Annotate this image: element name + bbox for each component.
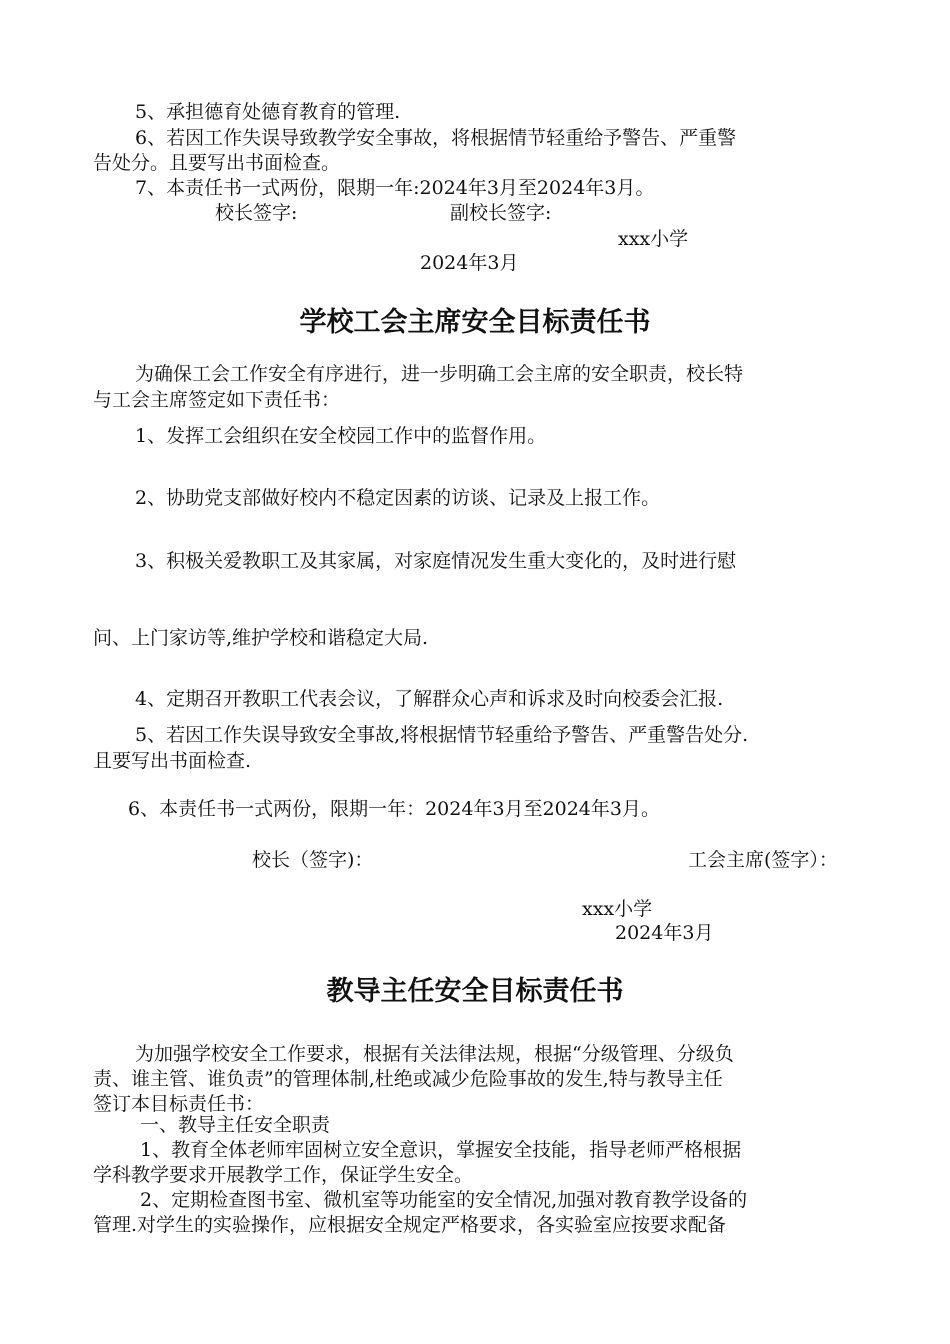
s2-item-4: 4、定期召开教职工代表会议，了解群众心声和诉求及时向校委会汇报. — [135, 688, 724, 710]
s2-item-1: 1、发挥工会组织在安全校园工作中的监督作用。 — [135, 425, 547, 447]
s3-item-1: 1、教育全体老师牢固树立安全意识，掌握安全技能，指导老师严格根据 — [140, 1139, 742, 1161]
s3-title: 教导主任安全目标责任书 — [326, 976, 624, 1007]
s2-item-6: 6、本责任书一式两份，限期一年：2024年3月至2024年3月。 — [128, 798, 660, 820]
s3-item-2-cont: 管理.对学生的实验操作，应根据安全规定严格要求，各实验室应按要求配备 — [93, 1214, 727, 1236]
s1-vice-principal-sign: 副校长签字: — [450, 202, 552, 224]
s3-intro-1: 为加强学校安全工作要求，根据有关法律法规，根据“分级管理、分级负 — [135, 1043, 734, 1065]
s2-date: 2024年3月 — [615, 922, 714, 944]
s3-intro-2: 责、谁主管、谁负责”的管理体制,杜绝或减少危险事故的发生,特与教导主任 — [93, 1068, 723, 1090]
s3-heading-1: 一、教导主任安全职责 — [140, 1114, 331, 1136]
s2-intro-2: 与工会主席签定如下责任书： — [93, 389, 341, 411]
s2-principal-sign: 校长（签字)： — [252, 849, 374, 871]
s2-item-2: 2、协助党支部做好校内不稳定因素的访谈、记录及上报工作。 — [135, 487, 661, 509]
s1-principal-sign: 校长签字: — [215, 202, 298, 224]
s2-item-3-cont: 问、上门家访等,维护学校和谐稳定大局. — [93, 627, 429, 649]
s2-intro-1: 为确保工会工作安全有序进行，进一步明确工会主席的安全职责，校长特 — [135, 363, 744, 385]
s2-school: xxx小学 — [582, 898, 653, 920]
s1-school: xxx小学 — [618, 228, 689, 250]
s1-item-5: 5、承担德育处德育教育的管理. — [135, 101, 401, 123]
s2-item-3: 3、积极关爱教职工及其家属，对家庭情况发生重大变化的，及时进行慰 — [135, 550, 737, 572]
s3-item-1-cont: 学科教学要求开展教学工作，保证学生安全。 — [93, 1164, 474, 1186]
s1-item-6: 6、若因工作失误导致教学安全事故，将根据情节轻重给予警告、严重警 — [135, 127, 737, 149]
s2-title: 学校工会主席安全目标责任书 — [299, 307, 651, 338]
s1-item-6-cont: 告处分。且要写出书面检查。 — [93, 152, 341, 174]
s2-union-sign: 工会主席(签字）： — [688, 849, 838, 871]
s2-item-5-cont: 且要写出书面检查. — [93, 750, 252, 772]
s1-date: 2024年3月 — [420, 252, 519, 274]
s3-intro-3: 签订本目标责任书： — [93, 1093, 265, 1115]
s3-item-2: 2、定期检查图书室、微机室等功能室的安全情况,加强对教育教学设备的 — [140, 1189, 748, 1211]
s1-item-7: 7、本责任书一式两份，限期一年:2024年3月至2024年3月。 — [135, 177, 655, 199]
s2-item-5: 5、若因工作失误导致安全事故,将根据情节轻重给予警告、严重警告处分. — [135, 724, 749, 746]
